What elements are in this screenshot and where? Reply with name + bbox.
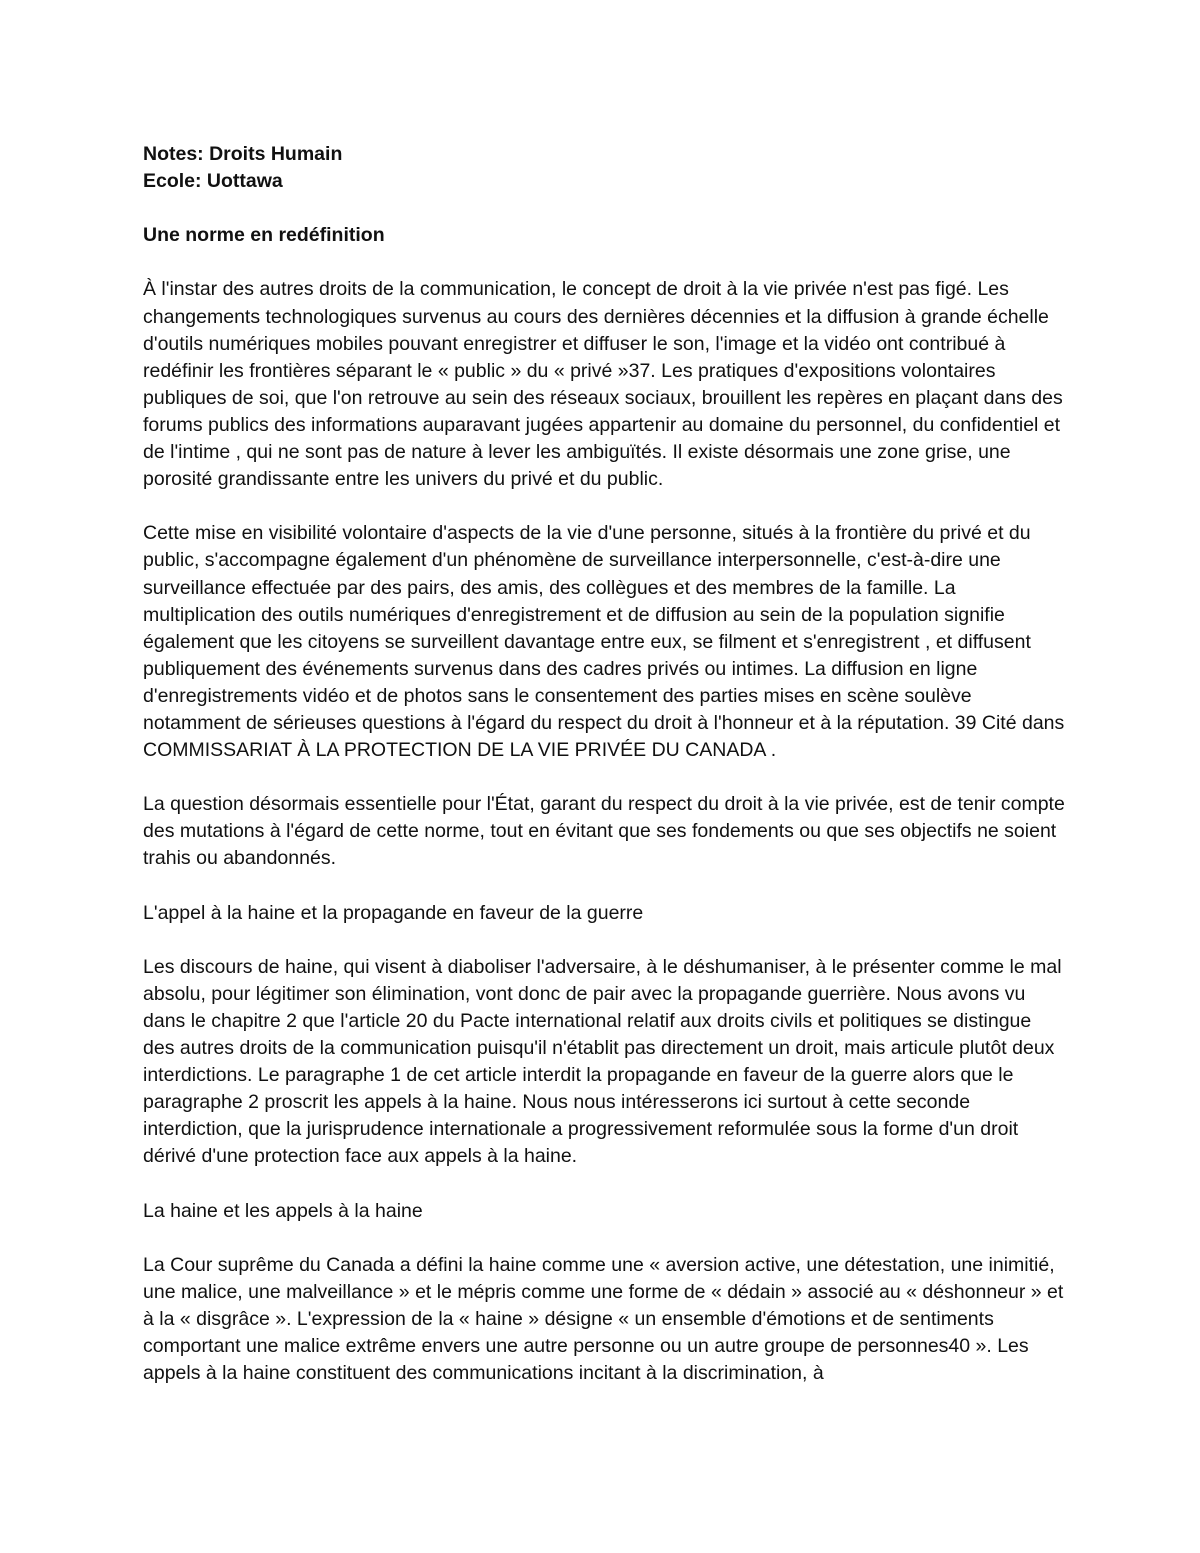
paragraph-norme-1: À l'instar des autres droits de la communication, le concept de droit à la vie privée n'est pas figé. Les changements technologiques survenus au cours des dernières décennies et la diffusion à grande échelle d'outils numériques mobiles pouvant enregistrer et diffuser le son, l'image et la vidéo ont contribué à redéfinir les frontières séparant le « public » du « privé »37. Les pratiques d'expositions volontaires publiques de soi, que l'on retrouve au sein des réseaux sociaux, brouillent les repères en plaçant dans des forums publics des informations auparavant jugées appartenir au domaine du personnel, du confidentiel et de l'intime , qui ne sont pas de nature à lever les ambiguïtés. Il existe désormais une zone grise, une porosité grandissante entre les univers du privé et du public. (143, 278, 1063, 491)
section-title-appel: L'appel à la haine et la propagande en faveur de la guerre (143, 901, 644, 924)
paragraph-appel: Les discours de haine, qui visent à diaboliser l'adversaire, à le déshumaniser, à le présenter comme le mal absolu, pour légitimer son élimination, vont donc de pair avec la propagande guerrière. Nous avons vu dans le chapitre 2 que l'article 20 du Pacte international relatif aux droits civils et politiques se distingue des autres droits de la communication puisqu'il n'établit pas directement un droit, mais articule plutôt deux interdictions. Le paragraphe 1 de cet article interdit la propagande en faveur de la guerre alors que le paragraphe 2 proscrit les appels à la haine. Nous nous intéresserons ici surtout à cette seconde interdiction, que la jurisprudence internationale a progressivement reformulée sous la forme d'un droit dérivé d'une protection face aux appels à la haine. (143, 955, 1062, 1168)
blank-line (143, 493, 1068, 520)
blank-line (143, 1225, 1068, 1252)
section-title-norme: Une norme en redéfinition (143, 224, 385, 247)
blank-line (143, 1171, 1068, 1198)
blank-line (143, 764, 1068, 791)
school-label: Ecole: Uottawa (143, 170, 283, 193)
notes-label: Notes: Droits Humain (143, 143, 343, 165)
section-title-haine: La haine et les appels à la haine (143, 1199, 423, 1222)
blank-line (143, 927, 1068, 954)
paragraph-haine: La Cour suprême du Canada a défini la haine comme une « aversion active, une détestation, une inimitié, une malice, une malveillance » et le mépris comme une forme de « dédain » associé au « déshonneur » et à la « disgrâce ». L'expression de la « haine » désigne « un ensemble d'émotions et de sentiments comportant une malice extrême envers une autre personne ou un autre groupe de personnes40 ». Les appels à la haine constituent des communications incitant à la discrimination, à (143, 1253, 1064, 1385)
paragraph-norme-3: La question désormais essentielle pour l'État, garant du respect du droit à la vie privée, est de tenir compte des mutations à l'égard de cette norme, tout en évitant que ses fondements ou que ses objectifs ne soient trahis ou abandonnés. (143, 793, 1065, 870)
paragraph-norme-2: Cette mise en visibilité volontaire d'aspects de la vie d'une personne, situés à la frontière du privé et du public, s'accompagne également d'un phénomène de surveillance interpersonnelle, c'est-à-dire une surveillance effectuée par des pairs, des amis, des collègues et des membres de la famille. La multiplication des outils numériques d'enregistrement et de diffusion au sein de la population signifie également que les citoyens se surveillent davantage entre eux, se filment et s'enregistrent , et diffusent publiquement des événements survenus dans des cadres privés ou intimes. La diffusion en ligne d'enregistrements vidéo et de photos sans le consentement des parties mises en scène soulève notamment de sérieuses questions à l'égard du respect du droit à l'honneur et à la réputation. 39 Cité dans COMMISSARIAT À LA PROTECTION DE LA VIE PRIVÉE DU CANADA . (143, 522, 1065, 762)
document-body (143, 141, 1068, 1387)
blank-line (143, 873, 1068, 900)
blank-line (143, 249, 1068, 276)
blank-line (143, 195, 1068, 222)
